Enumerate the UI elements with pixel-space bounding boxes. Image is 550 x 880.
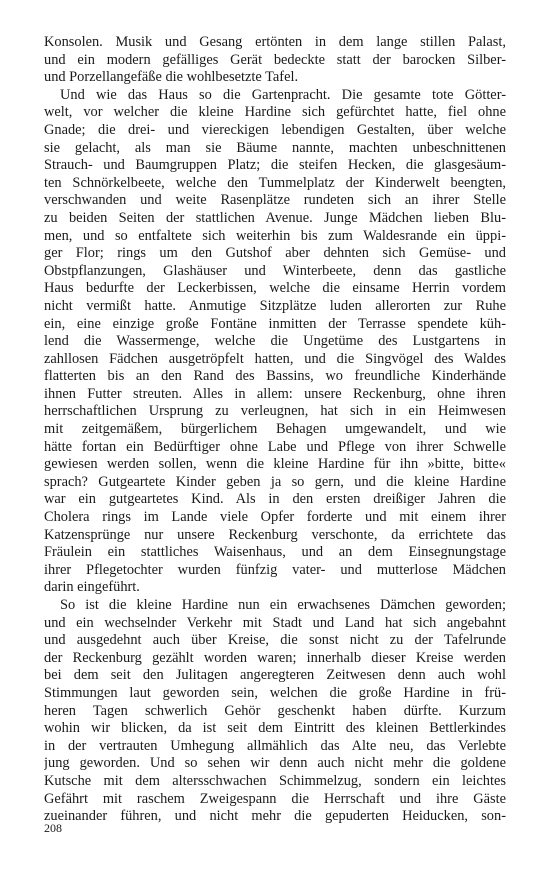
text-line: Obstpflanzungen, Glashäuser und Winterbeete, denn das gastliche [44,262,506,279]
text-line: Fräulein ein stattliches Waisenhaus, und an dem Einsegnungstage [44,544,506,561]
text-line: war ein gutgeartetes Kind. Als in den ersten dreißiger Jahren die [44,491,506,508]
text-line: sprach? Gutgeartete Kinder geben ja so gern, und die kleine Hardine [44,473,506,490]
text-line: Haus bedurfte der Leckerbissen, welche die einsame Herrin vordem [44,280,506,297]
text-line: Gefährt mit raschem Zweigespann die Herrschaft und ihre Gäste [44,790,506,807]
text-line: lend die Wassermenge, welche die Ungetüme des Lustgartens in [44,333,506,350]
text-line: mit zeitgemäßem, bürgerlichem Behagen umgewandelt, und wie [44,421,506,438]
text-line: nicht vermißt hatte. Anmutige Sitzplätze luden allerorten zur Ruhe [44,297,506,314]
text-line: hätte fortan ein Bedürftiger ohne Labe und Pflege von ihrer Schwelle [44,438,506,455]
text-line: Strauch- und Baumgruppen Platz; die steifen Hecken, die glasgesäum- [44,157,506,174]
text-line: und ein modern gefälliges Gerät bedeckte statt der barocken Silber- [44,51,506,68]
text-line: zu beiden Seiten der stattlichen Avenue. Junge Mädchen lieben Blu- [44,209,506,226]
page-number: 208 [44,821,62,835]
text-line: verschwanden und weite Rasenplätze rundeten sich an ihrer Stelle [44,192,506,209]
text-line: Gnade; die drei- und viereckigen lebendigen Gestalten, über welche [44,121,506,138]
text-line: men, und so entfaltete sich weiterhin bis zum Waldesrande ein üppi- [44,227,506,244]
text-line: Konsolen. Musik und Gesang ertönten in dem lange stillen Palast, [44,34,506,50]
text-line: bei dem seit den Julitagen angeregteren Zeitwesen denn auch wohl [44,667,506,684]
body-text [44,34,506,826]
text-line: der Reckenburg gezählt worden waren; innerhalb dieser Kreise werden [44,649,506,666]
text-line: und Porzellangefäße die wohlbesetzte Tafel. [44,69,299,86]
text-line: Kutsche mit dem altersschwachen Schimmelzug, sondern ein leichtes [44,772,506,789]
text-line: ten Schnörkelbeete, welche den Tummelplatz der Kinderwelt beengten, [44,174,506,191]
text-line: welt, vor welcher die kleine Hardine sich gefürchtet hatte, fiel ohne [44,104,506,121]
text-line: heren Tagen schwerlich Gehör geschenkt haben dürfte. Kurzum [44,702,506,719]
text-line: zahllosen Fädchen ausgetröpfelt hatten, und die Singvögel des Waldes [44,350,506,367]
text-line: zueinander führen, und nicht mehr die gepuderten Heiducken, son- [44,808,506,825]
text-line: So ist die kleine Hardine nun ein erwachsenes Dämchen geworden; [60,597,506,613]
text-line: und ein wechselnder Verkehr mit Stadt und Land hat sich angebahnt [44,614,506,631]
text-line: Cholera rings im Lande viele Opfer forderte und mit einem ihrer [44,509,506,526]
text-line: herrschaftlichen Ursprung zu verleugnen, hat sich in ein Heimwesen [44,403,506,420]
text-line: gewiesen werden sollen, wenn die kleine Hardine für ihn »bitte, bitte« [44,456,506,473]
text-line: ger Flor; rings um den Gutshof aber dehnten sich Gemüse- und [44,245,506,262]
text-line: Katzensprünge nur unsere Reckenburg verschonte, da errichtete das [44,526,506,543]
text-line: und ausgedehnt auch über Kreise, die sonst nicht zu der Tafelrunde [44,632,506,649]
text-line: ihnen Futter streuten. Alles in allem: unsere Reckenburg, ohne ihren [44,385,506,402]
text-line: sie gelacht, als man sie Bäume nannte, machten unbeschnittenen [44,139,506,156]
text-line: ihrer Pflegetochter wurden fünfzig vater- und mutterlose Mädchen [44,561,506,578]
text-line: darin eingeführt. [44,579,140,596]
text-line: Und wie das Haus so die Gartenpracht. Die gesamte tote Götter- [60,86,506,103]
text-line: ein, eine einzige große Fontäne inmitten der Terrasse spendete küh- [44,315,506,332]
text-line: Stimmungen laut geworden sein, welchen die große Hardine in frü- [44,684,506,701]
text-line: wohin wir blicken, da ist seit dem Eintritt des kleinen Bettlerkindes [44,720,506,737]
text-line: jung geworden. Und so sehen wir denn auch nicht mehr die goldene [44,755,506,772]
text-line: flatterten bis an den Rand des Bassins, wo freundliche Kinderhände [44,368,506,385]
text-line: in der vertrauten Umhegung allmählich das Alte neu, das Verlebte [44,737,506,754]
